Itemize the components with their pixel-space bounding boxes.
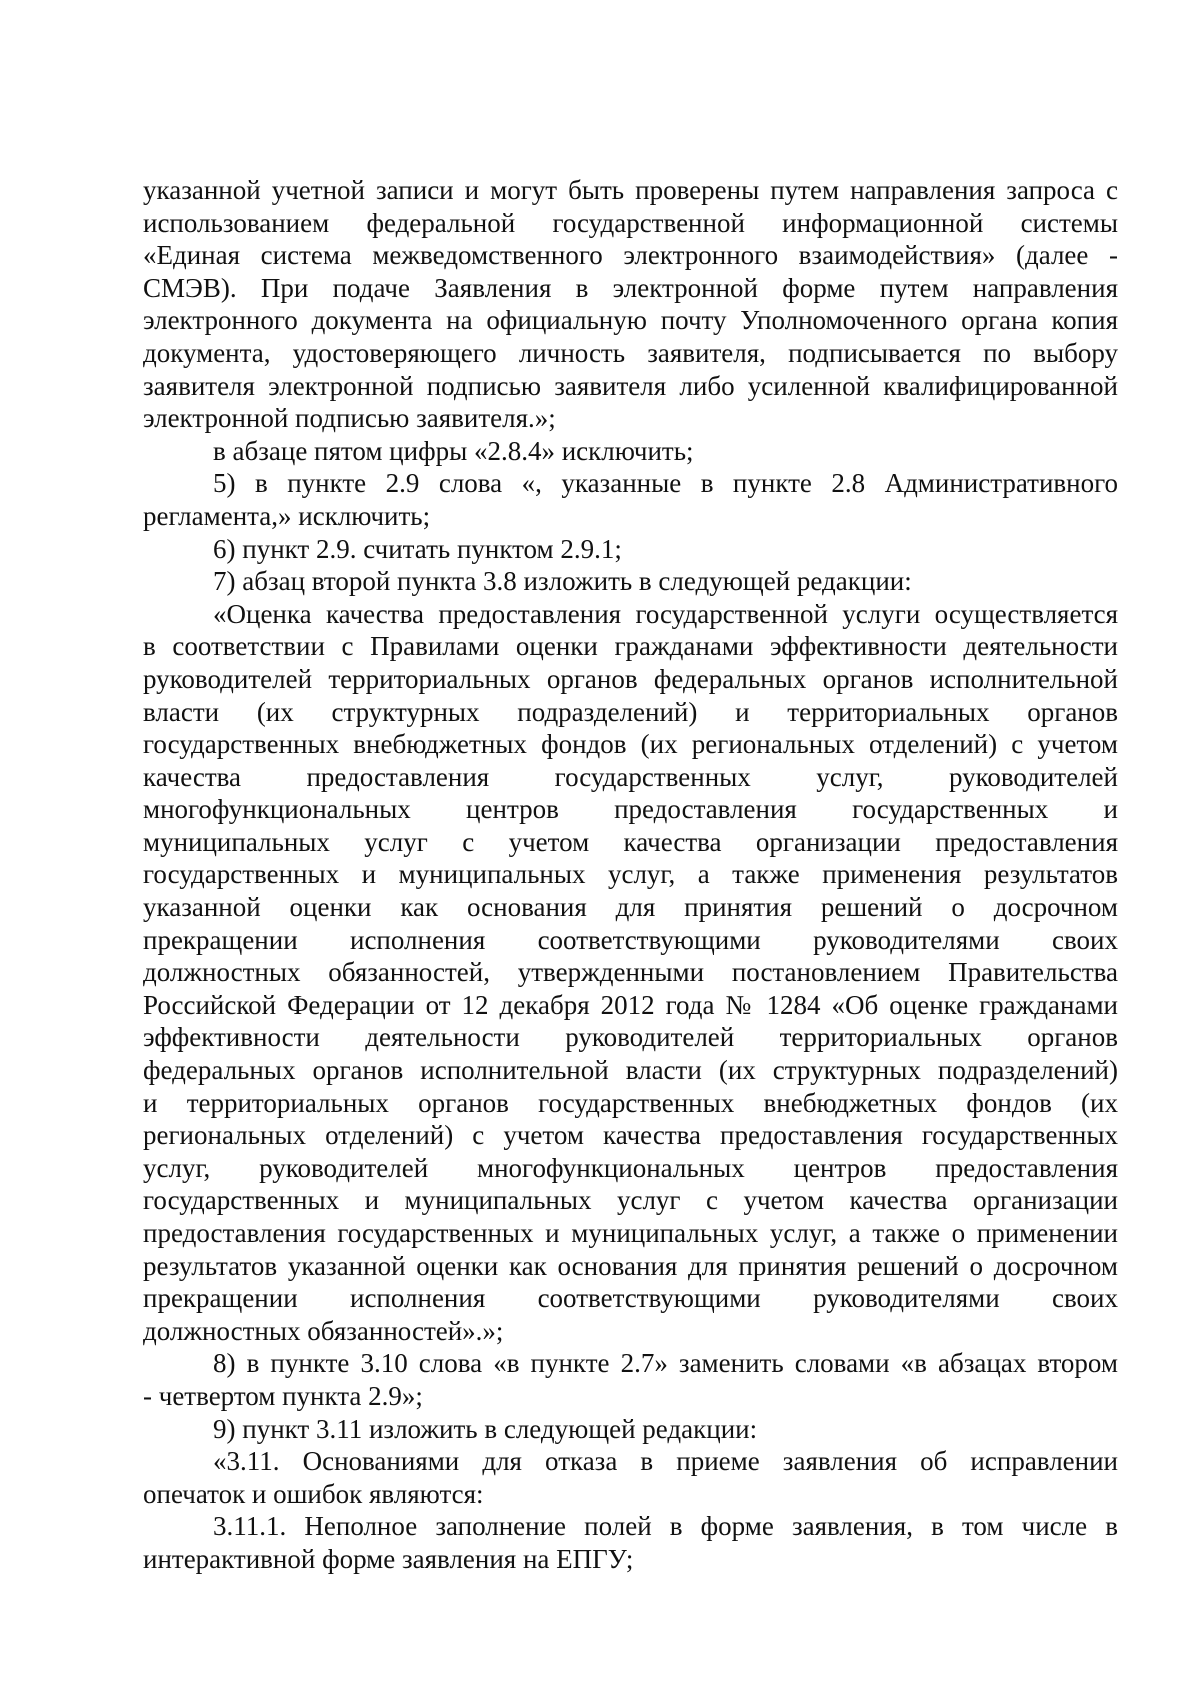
text-line: государственных внебюджетных фондов (их региональных отделений) с учетом [143,729,1118,760]
text-line: указанной оценки как основания для принятия решений о досрочном [143,892,1118,923]
text-line: «3.11. Основаниями для отказа в приеме заявления об исправлении [213,1446,1118,1477]
text-line: СМЭВ). При подаче Заявления в электронной форме путем направления [143,272,1118,303]
text-line: «Единая система межведомственного электронного взаимодействия» (далее - [143,240,1118,271]
text-line: качества предоставления государственных услуг, руководителей [143,761,1118,792]
text-line: государственных и муниципальных услуг с учетом качества организации [143,1185,1118,1216]
text-line: федеральных органов исполнительной власти (их структурных подразделений) [143,1055,1118,1086]
text-line: «Оценка качества предоставления государственной услуги осуществляется [213,598,1118,629]
text-line: интерактивной форме заявления на ЕПГУ; [143,1543,634,1574]
text-line: указанной учетной записи и могут быть проверены путем направления запроса с [143,175,1118,205]
text-line: 5) в пункте 2.9 слова «, указанные в пункте 2.8 Административного [213,468,1118,499]
text-line: многофункциональных центров предоставления государственных и [143,794,1118,825]
text-line: руководителей территориальных органов федеральных органов исполнительной [143,663,1118,694]
text-line: должностных обязанностей, утвержденными постановлением Правительства [143,957,1118,988]
text-line: услуг, руководителей многофункциональных центров предоставления [143,1152,1118,1183]
text-line: прекращении исполнения соответствующими руководителями своих [143,1283,1118,1314]
text-line: 3.11.1. Неполное заполнение полей в форме заявления, в том числе в [213,1511,1118,1542]
text-line: предоставления государственных и муниципальных услуг, а также о применении [143,1218,1118,1248]
text-line: регламента,» исключить; [143,500,431,531]
text-line: 7) абзац второй пункта 3.8 изложить в следующей редакции: [213,566,912,597]
text-line: Российской Федерации от 12 декабря 2012 года № 1284 «Об оценке гражданами [143,989,1118,1020]
text-line: эффективности деятельности руководителей территориальных органов [143,1022,1118,1053]
text-line: опечаток и ошибок являются: [143,1478,484,1509]
text-line: власти (их структурных подразделений) и территориальных органов [143,696,1118,727]
text-line: электронного документа на официальную почту Уполномоченного органа копия [143,305,1118,336]
text-line: должностных обязанностей».»; [143,1315,504,1346]
text-line: в абзаце пятом цифры «2.8.4» исключить; [213,435,694,466]
text-line: заявителя электронной подписью заявителя либо усиленной квалифицированной [143,370,1118,401]
text-line: государственных и муниципальных услуг, а также применения результатов [143,859,1118,890]
text-line: региональных отделений) с учетом качества предоставления государственных [143,1120,1118,1151]
text-line: результатов указанной оценки как основания для принятия решений о досрочном [143,1250,1118,1281]
text-line: 6) пункт 2.9. считать пунктом 2.9.1; [213,533,622,564]
text-line: в соответствии с Правилами оценки гражданами эффективности деятельности [143,631,1118,662]
text-line: использованием федеральной государственной информационной системы [143,207,1118,238]
text-line: 8) в пункте 3.10 слова «в пункте 2.7» заменить словами «в абзацах втором [213,1348,1118,1379]
document-body [143,174,1118,1576]
text-line: - четвертом пункта 2.9»; [143,1380,423,1411]
text-line: электронной подписью заявителя.»; [143,403,556,434]
text-line: документа, удостоверяющего личность заявителя, подписывается по выбору [143,337,1118,368]
text-line: муниципальных услуг с учетом качества организации предоставления [143,826,1118,857]
text-line: и территориальных органов государственных внебюджетных фондов (их [143,1087,1118,1118]
text-line: прекращении исполнения соответствующими руководителями своих [143,924,1118,955]
text-line: 9) пункт 3.11 изложить в следующей редакции: [213,1413,758,1444]
